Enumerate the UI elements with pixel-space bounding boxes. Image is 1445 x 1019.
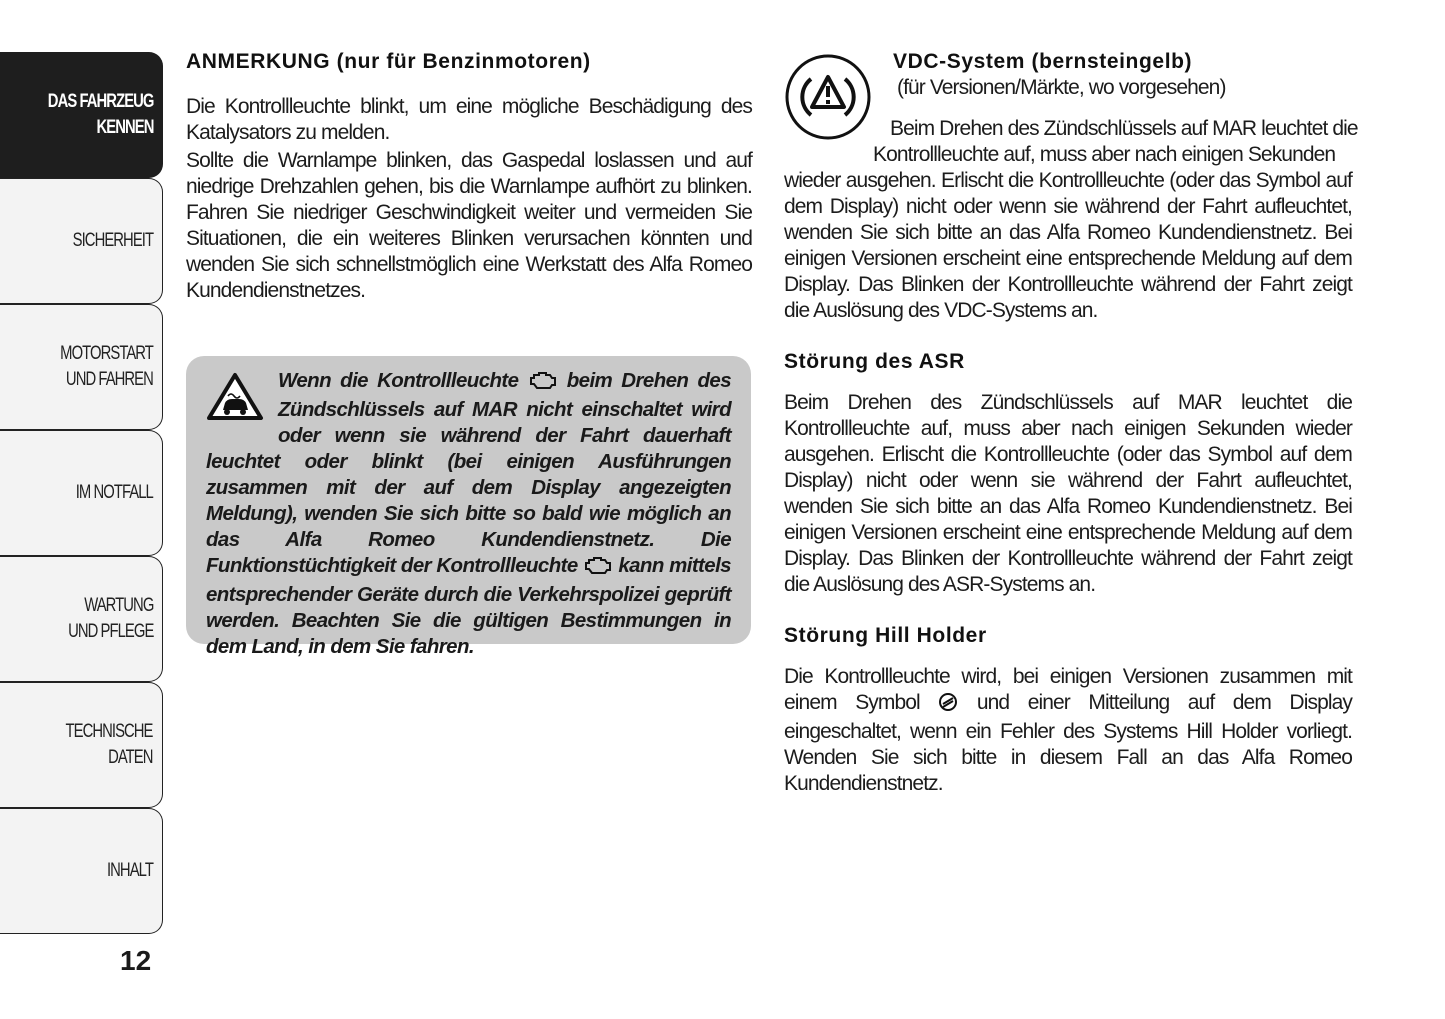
hill-holder-heading: Störung Hill Holder: [784, 624, 987, 647]
vdc-subheading: (für Versionen/Märkte, wo vorgesehen): [897, 76, 1226, 99]
page-number: 12: [120, 945, 152, 976]
hill-holder-text-part-1: Die Kontrollleuchte wird, bei einigen Versionen zusammen mit einem Symbol: [784, 665, 1352, 714]
asr-text: Beim Drehen des Zündschlüssels auf MAR leuchtet die Kontrollleuchte auf, muss aber nach einigen Sekunden wieder ausgehen. Erlischt die Kontrollleuchte (oder das Symbol auf dem Display) nicht oder wenn sie während der Fahrt aufleuchtet, wenden Sie sich bitte an das Alfa Romeo Kundendienstnetz. Bei einigen Versionen erscheint eine entsprechende Meldung auf dem Display. Das Blinken der Kontrollleuchte während der Fahrt zeigt die Auslösung des ASR-Systems an.: [784, 391, 1352, 596]
hill-holder-icon: [938, 692, 958, 719]
tab-wartung-und-pflege[interactable]: [0, 556, 163, 682]
hill-holder-text: [784, 664, 1352, 797]
tab-label: SICHERHEIT: [72, 230, 153, 251]
tab-das-fahrzeug-kennen[interactable]: [0, 52, 163, 178]
vdc-text-line-1: Beim Drehen des Zündschlüssels auf MAR leuchtet die: [890, 117, 1358, 140]
anmerkung-heading: ANMERKUNG (nur für Benzinmotoren): [186, 50, 591, 73]
vdc-text-line-2: Kontrollleuchte auf, muss aber nach einigen Sekunden: [873, 143, 1336, 166]
warning-text-part-2: beim Drehen des Zündschlüssels auf MAR nicht einschaltet wird oder wenn sie während der Fahrt dauerhaft leuchtet oder blinkt (bei einigen Ausführungen zusammen mit der auf dem Display angezeigten Meldung), wenden Sie sich bitte so bald wie möglich an das Alfa Romeo Kundendienstnetz. Die Funktionstüchtigkeit der Kontrollleuchte: [206, 369, 731, 577]
tab-sicherheit[interactable]: [0, 178, 163, 304]
tab-label: TECHNISCHE DATEN: [66, 721, 153, 768]
tab-motorstart-und-fahren[interactable]: [0, 304, 163, 430]
vdc-text: wieder ausgehen. Erlischt die Kontrollleuchte (oder das Symbol auf dem Display) nicht oder wenn sie während der Fahrt aufleuchtet, wenden Sie sich bitte an das Alfa Romeo Kundendienstnetz. Bei einigen Versionen erscheint eine entsprechende Meldung auf dem Display. Das Blinken der Kontrollleuchte während der Fahrt zeigt die Auslösung des VDC-Systems an.: [784, 169, 1352, 322]
warning-text-part-3: kann mittels entsprechender Geräte durch die Verkehrspolizei geprüft werden. Beachten Sie die gültigen Bestimmungen in dem Land, in dem Sie fahren.: [206, 554, 731, 658]
tab-inhalt[interactable]: [0, 808, 163, 934]
vdc-heading: VDC-System (bernsteingelb): [893, 50, 1193, 73]
tab-label: WARTUNG UND PFLEGE: [67, 595, 153, 642]
anmerkung-paragraph-1: Die Kontrollleuchte blinkt, um eine mögliche Beschädigung des Katalysators zu melden.: [186, 95, 752, 144]
tab-label: IM NOTFALL: [75, 482, 153, 503]
warning-box: [186, 356, 751, 658]
engine-icon: [528, 370, 558, 397]
vdc-body: [784, 116, 1358, 797]
hill-holder-text-part-2: und einer Mitteilung auf dem Display eingeschaltet, wenn ein Fehler des Systems Hill Holder vorliegt. Wenden Sie sich bitte in diesem Fall an das Alfa Romeo Kundendienstnetz.: [784, 691, 1352, 795]
vdc-header: [893, 50, 1353, 101]
tab-im-notfall[interactable]: [0, 430, 163, 556]
engine-icon: [583, 555, 613, 582]
left-column: [186, 50, 752, 304]
tab-label: DAS FAHRZEUG KENNEN: [47, 91, 153, 138]
tab-technische-daten[interactable]: [0, 682, 163, 808]
warning-triangle-icon: [206, 372, 272, 428]
warning-text: [206, 368, 731, 660]
warning-text-part-1: Wenn die Kontrollleuchte: [278, 369, 519, 392]
tab-label: MOTORSTART UND FAHREN: [60, 343, 153, 390]
asr-heading: Störung des ASR: [784, 350, 965, 373]
tab-label: INHALT: [107, 860, 153, 881]
anmerkung-paragraph-2: Sollte die Warnlampe blinken, das Gaspedal loslassen und auf niedrige Drehzahlen gehen, bis die Warnlampe aufhört zu blinken. Fahren Sie niedriger Geschwindigkeit weiter und vermeiden Sie Situationen, die ein weiteres Blinken verursachen könnten und wenden Sie sich schnellstmöglich eine Werkstatt des Alfa Romeo Kundendienstnetzes.: [186, 149, 752, 302]
